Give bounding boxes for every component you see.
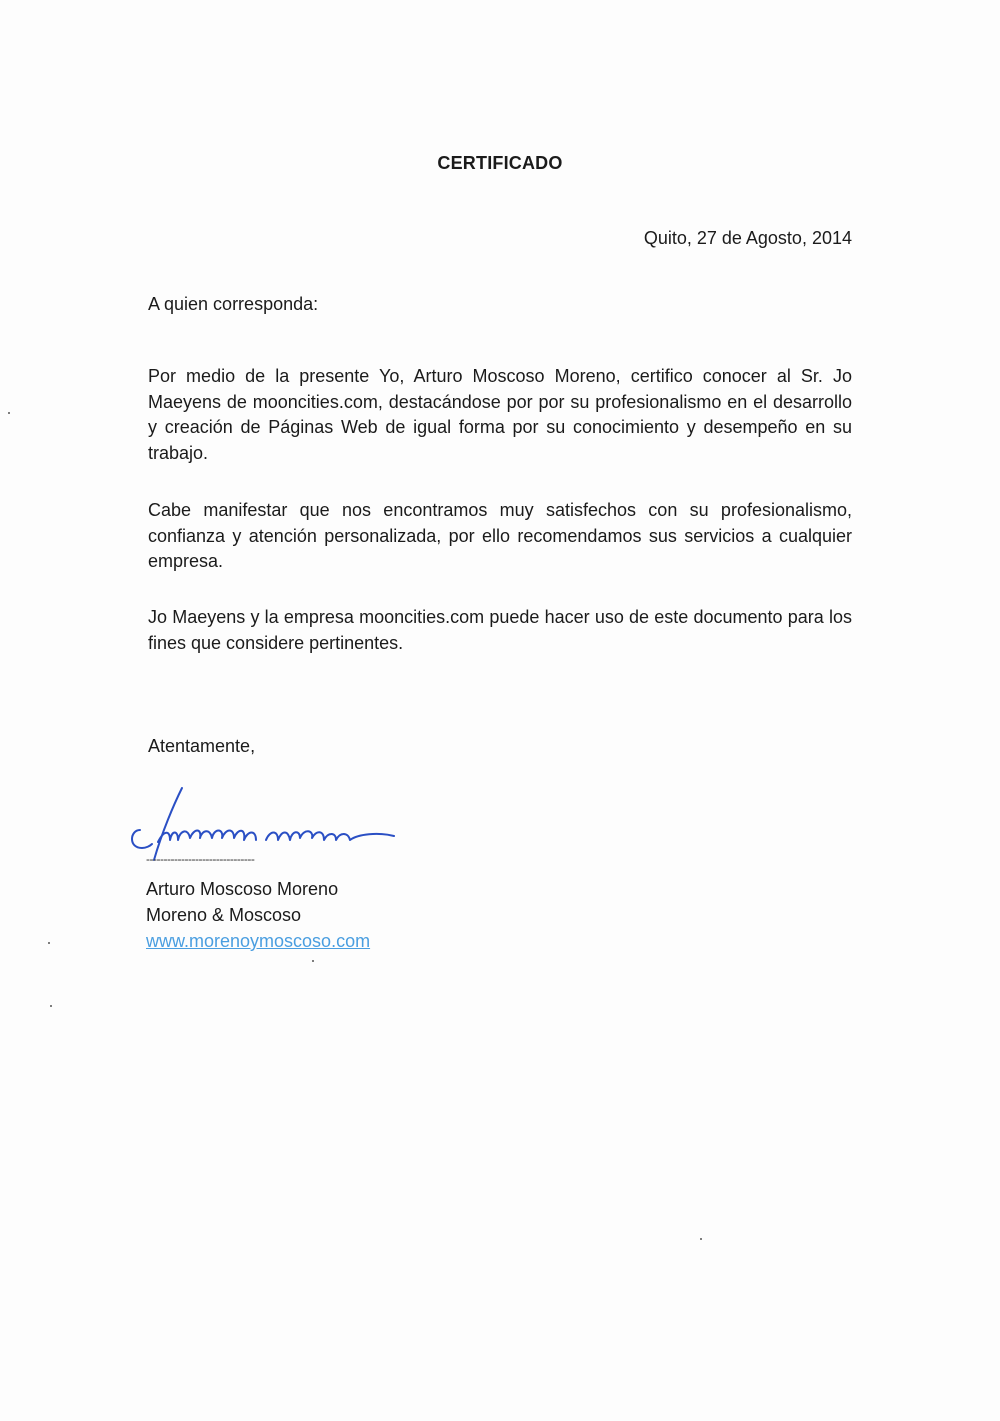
scan-speck xyxy=(8,412,10,414)
greeting: A quien corresponda: xyxy=(148,294,319,314)
document-date: Quito, 27 de Agosto, 2014 xyxy=(643,228,852,248)
scan-speck xyxy=(48,942,50,944)
scan-speck xyxy=(700,1238,702,1240)
handwritten-signature xyxy=(118,782,418,882)
signature-line: ------------------------------- xyxy=(146,852,255,866)
signer-company: Moreno & Moscoso xyxy=(146,905,302,925)
paragraph-3: Jo Maeyens y la empresa mooncities.com puede hacer uso de este documento para los fines que considere pertinentes. xyxy=(148,607,852,653)
signer-website-link[interactable]: www.morenoymoscoso.com xyxy=(146,931,371,951)
signer-name: Arturo Moscoso Moreno xyxy=(146,879,339,899)
scan-speck xyxy=(312,960,314,962)
scan-speck xyxy=(50,1005,52,1007)
closing: Atentamente, xyxy=(148,736,256,756)
paragraph-2: Cabe manifestar que nos encontramos muy satisfechos con su profesionalismo, confianza y atención personalizada, por ello recomendamos sus servicios a cualquier empresa. xyxy=(148,500,852,571)
document-title: CERTIFICADO xyxy=(437,153,563,173)
paragraph-1: Por medio de la presente Yo, Arturo Moscoso Moreno, certifico conocer al Sr. Jo Maeyens de mooncities.com, destacándose por por su profesionalismo en el desarrollo y creación de Páginas Web de igual forma por su conocimiento y desempeño en su trabajo. xyxy=(148,366,852,463)
